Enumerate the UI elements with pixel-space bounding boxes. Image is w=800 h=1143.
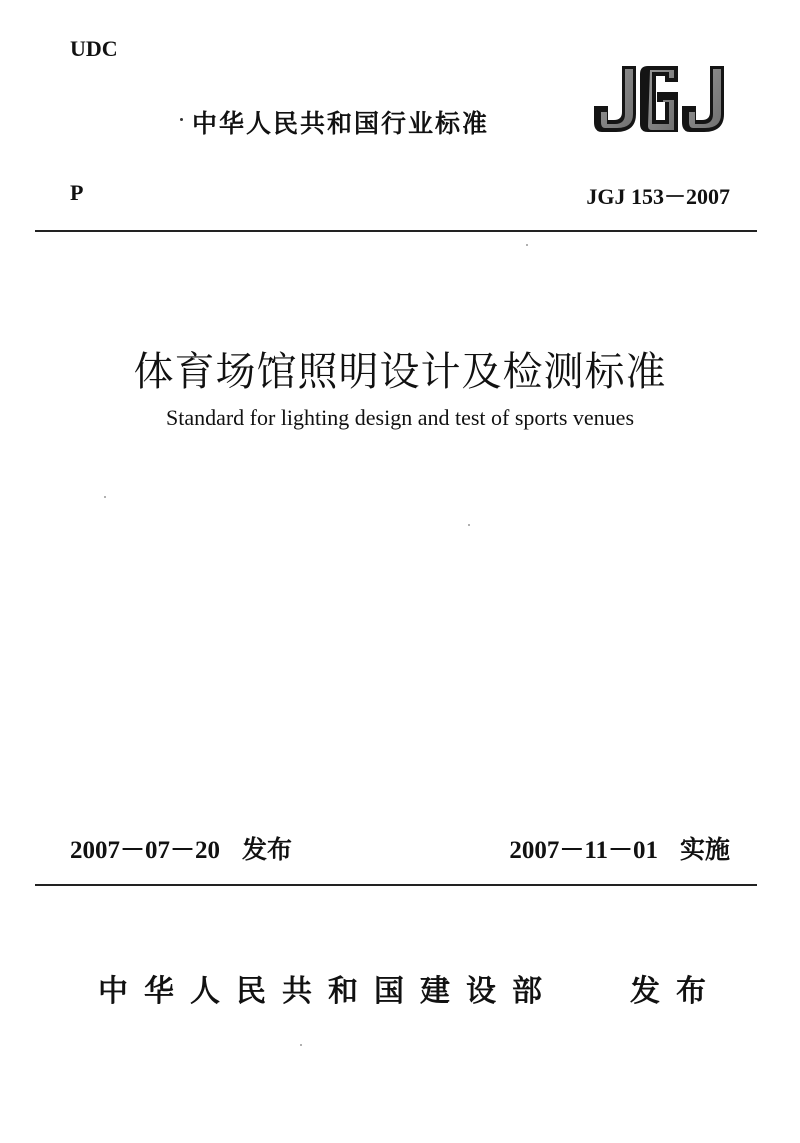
logo-letter-j1: [594, 66, 636, 132]
issue-date: 2007－07－20: [70, 837, 221, 864]
standard-number: JGJ 153－2007: [586, 184, 730, 209]
implementation-date: 2007－11－01: [509, 837, 658, 864]
classification-code: P: [70, 180, 84, 205]
title-english: Standard for lighting design and test of sports venues: [165, 405, 635, 430]
logo-letter-j2: [682, 66, 724, 132]
jgj-logo: [592, 62, 732, 136]
implementation-date-line: [509, 830, 730, 866]
scan-speck: [526, 244, 528, 246]
bullet-dot: [180, 118, 183, 121]
issuing-ministry: 中华人民共和国建设部: [98, 974, 558, 1009]
scan-speck: [104, 496, 106, 498]
top-divider: [35, 230, 757, 232]
issuing-action: 发布: [630, 974, 722, 1009]
implementation-label: 实施: [679, 835, 730, 864]
title-chinese: 体育场馆照明设计及检测标准: [133, 349, 667, 395]
industry-standard-heading: 中华人民共和国行业标准: [192, 109, 490, 138]
issue-date-line: [70, 830, 292, 866]
udc-label: UDC: [70, 36, 118, 61]
logo-letter-g: [640, 66, 678, 132]
scan-speck: [300, 1044, 302, 1046]
issue-label: 发布: [242, 835, 293, 864]
bottom-divider: [35, 884, 757, 886]
scan-speck: [468, 524, 470, 526]
